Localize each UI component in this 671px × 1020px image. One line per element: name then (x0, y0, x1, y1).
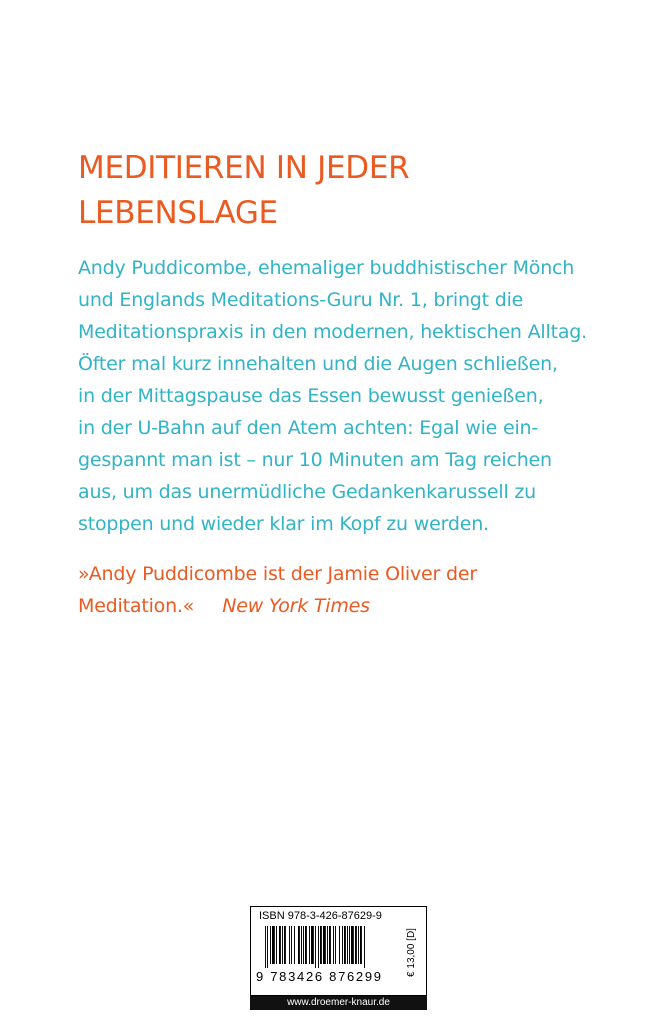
headline-line-2: LEBENSLAGE (78, 195, 278, 231)
barcode-bar (323, 926, 326, 964)
barcode-bar (333, 926, 334, 964)
barcode-bar (320, 926, 322, 964)
barcode-bar (298, 926, 300, 964)
barcode-bar (349, 926, 350, 964)
barcode-bar (282, 926, 283, 964)
price-label: € 13,00 [D] (405, 927, 417, 977)
barcode-bar (329, 926, 331, 964)
barcode-bar (347, 926, 348, 964)
barcode-bar (311, 926, 314, 964)
barcode-bar (335, 926, 336, 964)
blurb-line: in der U-Bahn auf den Atem achten: Egal wie ein- (78, 417, 539, 439)
blurb-line: und Englands Meditations-Guru Nr. 1, bringt die (78, 289, 524, 311)
quote-line-2-wrapper (78, 590, 638, 622)
barcode-bar (265, 926, 266, 968)
barcode-bar (305, 926, 307, 964)
barcode-bar (291, 926, 292, 964)
blurb-line: stoppen und wieder klar im Kopf zu werden. (78, 513, 489, 535)
barcode-bar (339, 926, 340, 964)
blurb-line: Öfter mal kurz innehalten und die Augen schließen, (78, 353, 558, 375)
headline (78, 146, 618, 236)
barcode-bar (267, 926, 268, 968)
barcode-bar (315, 926, 316, 968)
quote-line-2: Meditation.« (78, 595, 195, 617)
barcode-bar (327, 926, 328, 964)
blurb-line: gespannt man ist – nur 10 Minuten am Tag reichen (78, 449, 552, 471)
barcode-bar (270, 926, 271, 964)
barcode-bar (360, 926, 362, 964)
press-quote (78, 558, 638, 622)
isbn-barcode-box (250, 906, 427, 996)
publisher-website: www.droemer-knaur.de (250, 996, 427, 1010)
isbn-label: ISBN 978-3-426-87629-9 (259, 910, 382, 922)
blurb-line: Andy Puddicombe, ehemaliger buddhistischer Mönch (78, 257, 575, 279)
blurb-text (78, 252, 638, 540)
barcode-bar (342, 926, 343, 964)
barcode-bar (272, 926, 275, 964)
headline-line-1: MEDITIEREN IN JEDER (78, 150, 410, 186)
barcode-bar (364, 926, 365, 968)
quote-source: New York Times (222, 595, 370, 617)
blurb-line: in der Mittagspause das Essen bewusst genießen, (78, 385, 544, 407)
quote-line-1: »Andy Puddicombe ist der Jamie Oliver der (78, 563, 477, 585)
barcode-bar (303, 926, 304, 964)
barcode-bar (358, 926, 359, 964)
barcode-bar (294, 926, 295, 964)
barcode-graphic (265, 926, 398, 968)
barcode-bar (344, 926, 346, 964)
barcode-bar (318, 926, 319, 968)
barcode-bar (284, 926, 286, 964)
barcode-bar (309, 926, 310, 964)
barcode-bar (289, 926, 290, 964)
barcode-bar (301, 926, 302, 964)
barcode-bar (355, 926, 357, 964)
blurb-line: aus, um das unermüdliche Gedankenkarussell zu (78, 481, 537, 503)
barcode-bar (279, 926, 281, 964)
barcode-bar (276, 926, 277, 964)
ean-digits: 9 783426 876299 (256, 969, 383, 984)
barcode-bar (351, 926, 354, 964)
price-wrapper (401, 923, 421, 981)
blurb-line: Meditationspraxis in den modernen, hektischen Alltag. (78, 321, 587, 343)
